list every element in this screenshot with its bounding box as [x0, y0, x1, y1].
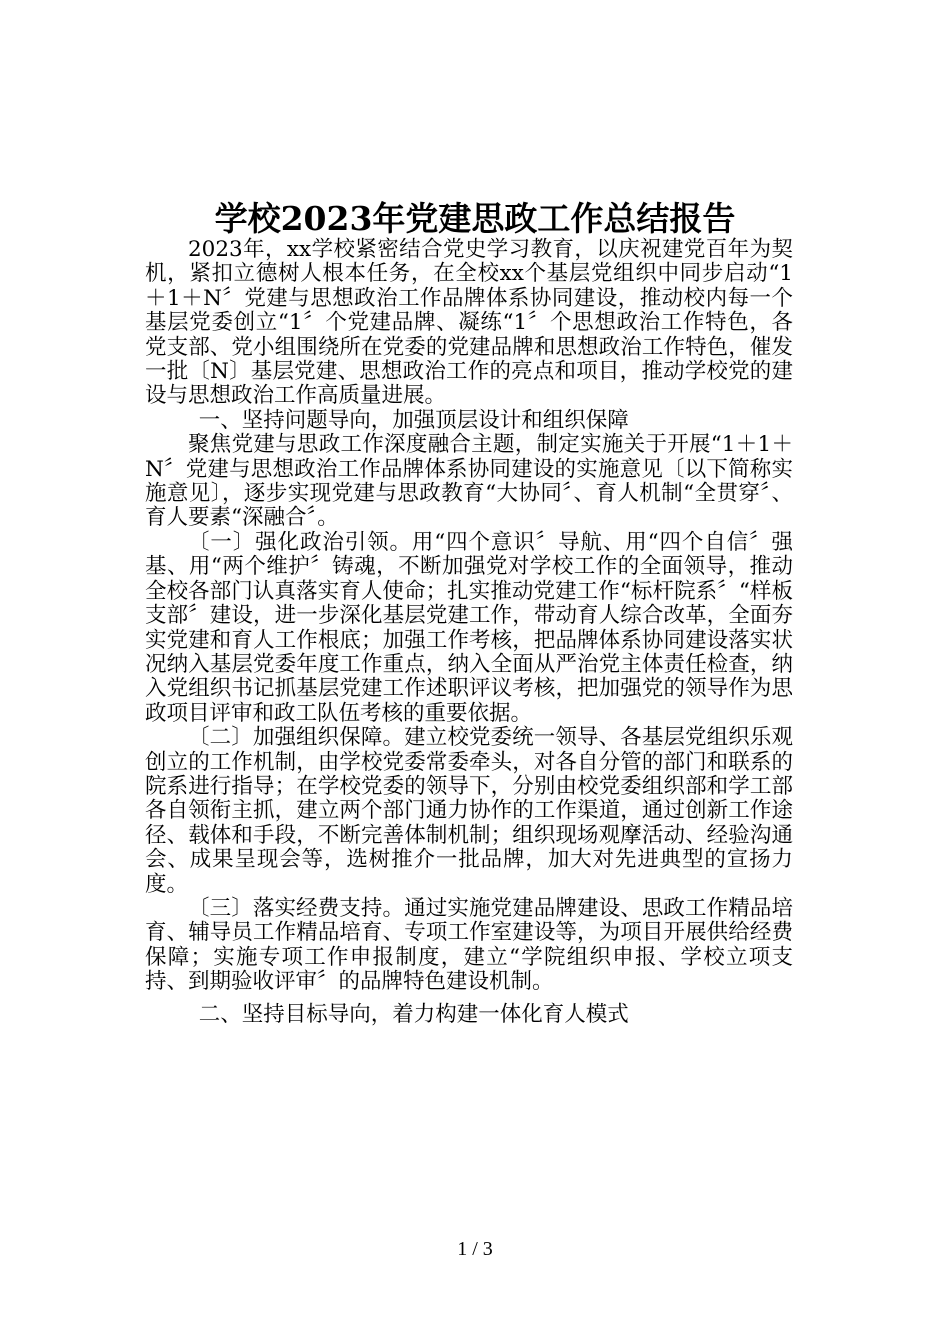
document-body — [145, 238, 793, 1027]
section-1-item-2: 〔二〕加强组织保障。建立校党委统一领导、各基层党组织乐观创立的工作机制，由学校党委常委牵头，对各自分管的部门和联系的院系进行指导；在学校党委的领导下，分别由校党委组织部和学工部各自领衔主抓，建立两个部门通力协作的工作渠道，通过创新工作途径、载体和手段，不断完善体制机制；组织现场观摩活动、经验沟通会、成果呈现会等，选树推介一批品牌，加大对先进典型的宣扬力度。 — [145, 725, 793, 897]
section-2-heading: 二、坚持目标导向，着力构建一体化育人模式 — [198, 1001, 629, 1027]
section-1-paragraph: 聚焦党建与思政工作深度融合主题，制定实施关于开展“1＋1＋N〞党建与思想政治工作品牌体系协同建设的实施意见〔以下简称实施意见〕，逐步实现党建与思政教育“大协同〞、育人机制“全贯穿〞、育人要素“深融合〞。 — [145, 432, 793, 531]
page-number: 1 / 3 — [457, 1238, 493, 1260]
section-1-item-3: 〔三〕落实经费支持。通过实施党建品牌建设、思政工作精品培育、辅导员工作精品培育、专项工作室建设等，为项目开展供给经费保障；实施专项工作申报制度，建立“学院组织申报、学校立项支持、到期验收评审〞的品牌特色建设机制。 — [145, 895, 793, 995]
document-title: 学校2023年党建思政工作总结报告 — [214, 199, 736, 238]
section-1-item-1: 〔一〕强化政治引领。用“四个意识〞导航、用“四个自信〞强基、用“两个维护〞铸魂，不断加强党对学校工作的全面领导，推动全校各部门认真落实育人使命；扎实推动党建工作“标杆院系〞“样板支部〞建设，进一步深化基层党建工作，带动育人综合改革，全面夯实党建和育人工作根底；加强工作考核，把品牌体系协同建设落实状况纳入基层党委年度工作重点，纳入全面从严治党主体责任检查，纳入党组织书记抓基层党建工作述职评议考核，把加强党的领导作为思政项目评审和政工队伍考核的重要依据。 — [145, 529, 793, 726]
intro-paragraph: 2023年，xx学校紧密结合党史学习教育，以庆祝建党百年为契机，紧扣立德树人根本任务，在全校xx个基层党组织中同步启动“1＋1＋N〞党建与思想政治工作品牌体系协同建设，推动校内每一个基层党委创立“1〞个党建品牌、凝练“1〞个思想政治工作特色，各党支部、党小组围绕所在党委的党建品牌和思想政治工作特色，催发一批〔N〕基层党建、思想政治工作的亮点和项目，推动学校党的建设与思想政治工作高质量进展。 — [145, 237, 793, 409]
section-1-heading: 一、坚持问题导向，加强顶层设计和组织保障 — [198, 407, 629, 433]
